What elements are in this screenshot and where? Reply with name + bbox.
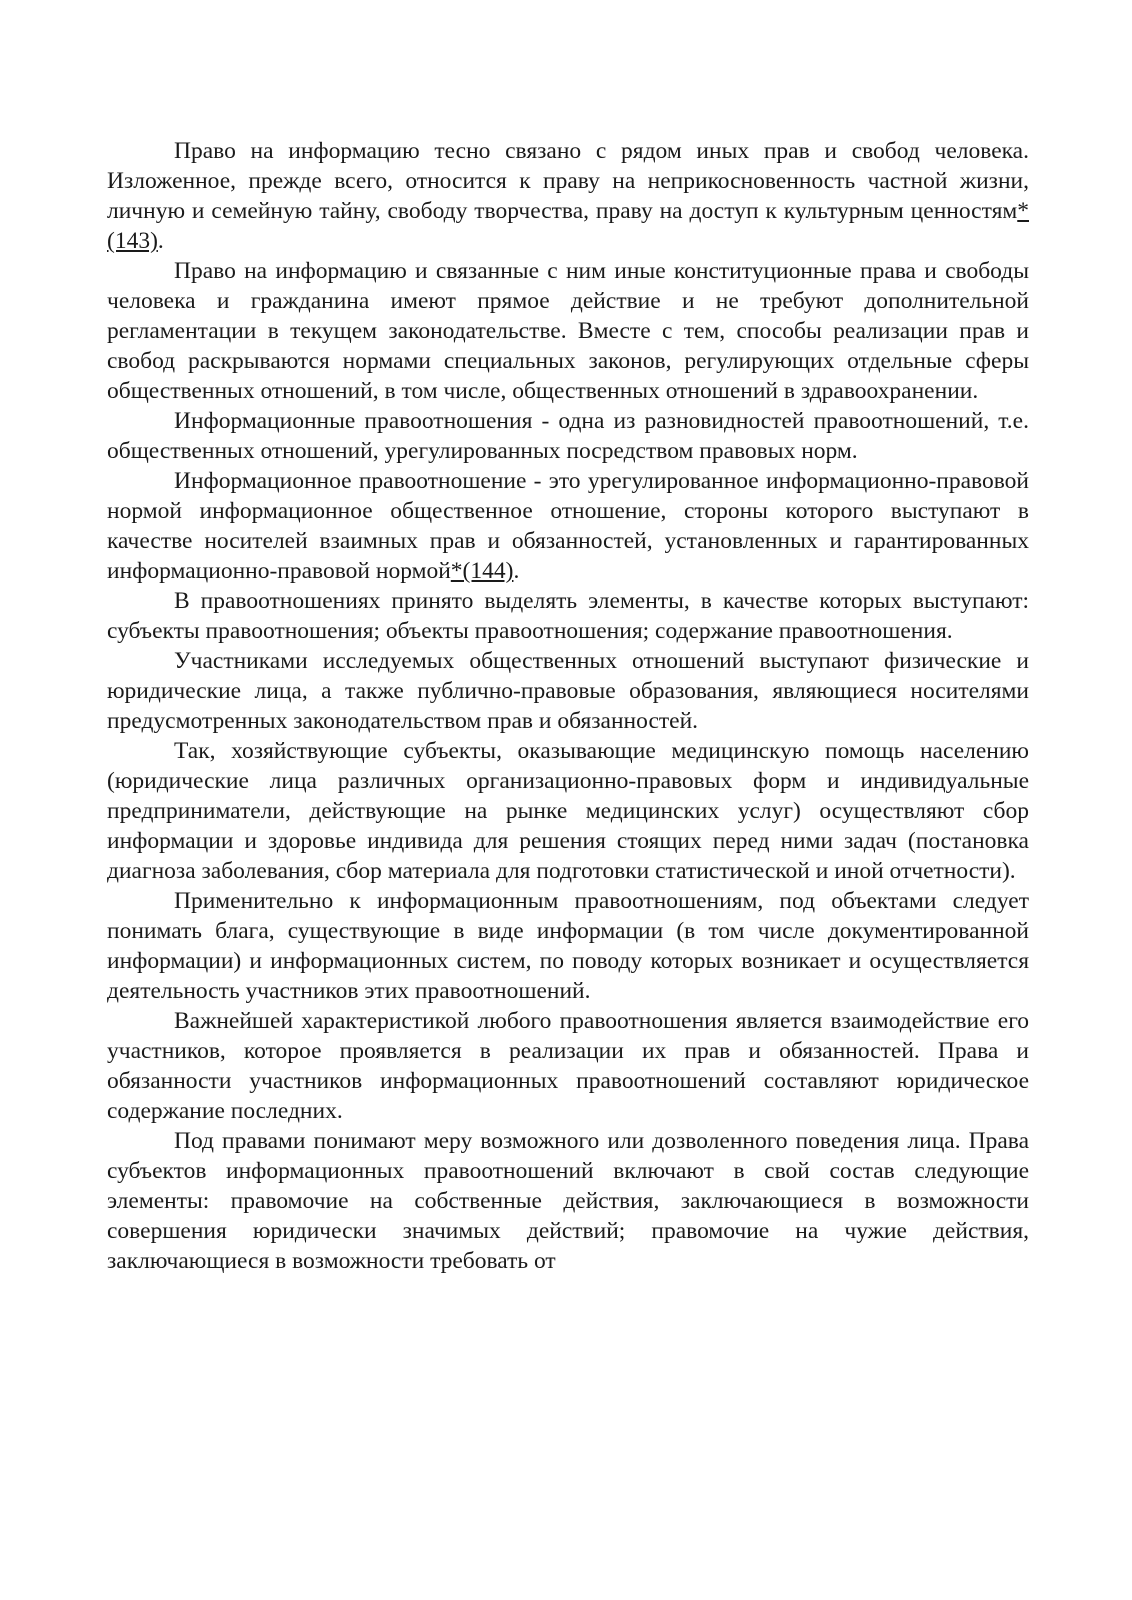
paragraph-4-tail: . (513, 558, 520, 584)
footnote-ref-143[interactable]: *(143) (107, 198, 1029, 254)
paragraph-7-text: Так, хозяйствующие субъекты, оказывающие медицинскую помощь населению (юридические лица различных организационно-правовых форм и индивидуальные предприниматели, действующие на рынке медицинских услуг) осуществляют сбор информации и здоровье индивида для решения стоящих перед ними задач (постановка диагноза заболевания, сбор материала для подготовки статистической и иной отчетности). (107, 738, 1029, 884)
paragraph-9 (107, 1006, 1029, 1126)
paragraph-6 (107, 646, 1029, 736)
paragraph-1-text: Право на информацию тесно связано с рядом иных прав и свобод человека. Изложенное, прежде всего, относится к праву на неприкосновенность частной жизни, личную и семейную тайну, свободу творчества, праву на доступ к культурным ценностям (107, 138, 1029, 224)
paragraph-5 (107, 586, 1029, 646)
document-page (107, 136, 1029, 1276)
paragraph-7 (107, 736, 1029, 886)
paragraph-4-text: Информационное правоотношение - это урегулированное информационно-правовой нормой информационное общественное отношение, стороны которого выступают в качестве носителей взаимных прав и обязанностей, установленных и гарантированных информационно-правовой нормой (107, 468, 1029, 584)
paragraph-3 (107, 406, 1029, 466)
paragraph-4 (107, 466, 1029, 586)
paragraph-9-text: Важнейшей характеристикой любого правоотношения является взаимодействие его участников, которое проявляется в реализации их прав и обязанностей. Права и обязанности участников информационных правоотношений составляют юридическое содержание последних. (107, 1008, 1029, 1124)
paragraph-10 (107, 1126, 1029, 1276)
paragraph-8-text: Применительно к информационным правоотношениям, под объектами следует понимать блага, существующие в виде информации (в том числе документированной информации) и информационных систем, по поводу которых возникает и осуществляется деятельность участников этих правоотношений. (107, 888, 1029, 1004)
paragraph-1-tail: . (157, 228, 164, 254)
paragraph-2 (107, 256, 1029, 406)
paragraph-8 (107, 886, 1029, 1006)
paragraph-5-text: В правоотношениях принято выделять элементы, в качестве которых выступают: субъекты правоотношения; объекты правоотношения; содержание правоотношения. (107, 588, 1029, 644)
paragraph-6-text: Участниками исследуемых общественных отношений выступают физические и юридические лица, а также публично-правовые образования, являющиеся носителями предусмотренных законодательством прав и обязанностей. (107, 648, 1029, 734)
paragraph-10-text: Под правами понимают меру возможного или дозволенного поведения лица. Права субъектов информационных правоотношений включают в свой состав следующие элементы: правомочие на собственные действия, заключающиеся в возможности совершения юридически значимых действий; правомочие на чужие действия, заключающиеся в возможности требовать от (107, 1128, 1029, 1274)
paragraph-1 (107, 136, 1029, 256)
paragraph-3-text: Информационные правоотношения - одна из разновидностей правоотношений, т.е. общественных отношений, урегулированных посредством правовых норм. (107, 408, 1029, 464)
footnote-ref-144[interactable]: *(144) (450, 558, 514, 584)
paragraph-2-text: Право на информацию и связанные с ним иные конституционные права и свободы человека и гражданина имеют прямое действие и не требуют дополнительной регламентации в текущем законодательстве. Вместе с тем, способы реализации прав и свобод раскрываются нормами специальных законов, регулирующих отдельные сферы общественных отношений, в том числе, общественных отношений в здравоохранении. (107, 258, 1029, 404)
